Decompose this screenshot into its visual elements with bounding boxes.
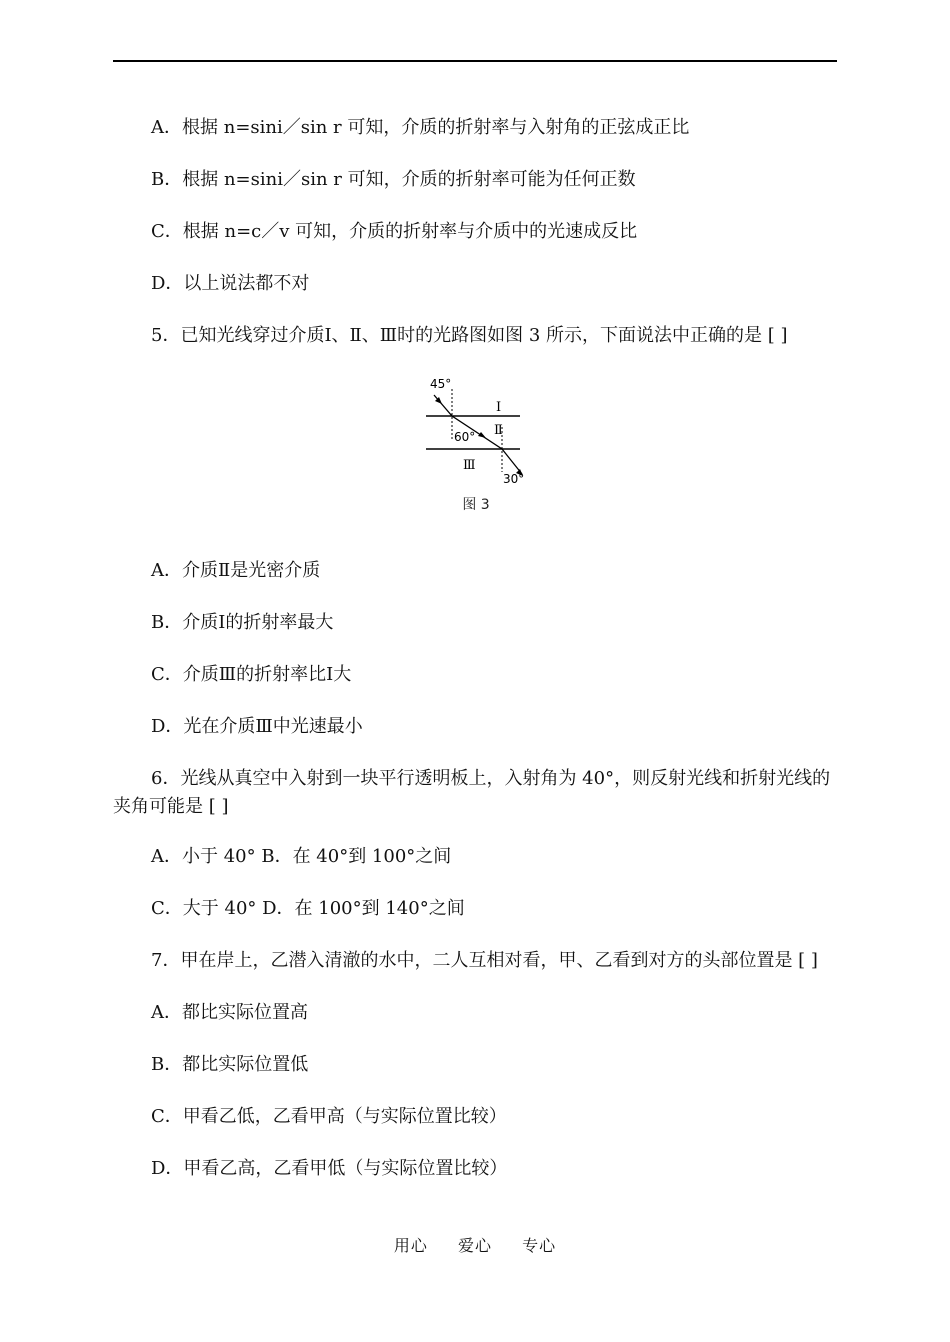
angle-60-label: 60° <box>454 430 476 444</box>
page-footer <box>0 1233 950 1256</box>
q5-option-c: C．介质Ⅲ的折射率比Ⅰ大 <box>151 664 352 685</box>
q6-options-ab: A．小于 40° B．在 40°到 100°之间 <box>151 846 452 867</box>
q5-option-a: A．介质Ⅱ是光密介质 <box>151 560 321 581</box>
footer-word-2: 爱心 <box>457 1236 492 1255</box>
q7-option-a: A．都比实际位置高 <box>151 1002 308 1023</box>
q6-question: 6．光线从真空中入射到一块平行透明板上，入射角为 40°，则反射光线和折射光线的夹角可能是 [ ] <box>113 768 831 817</box>
footer-word-1: 用心 <box>393 1236 428 1255</box>
q4-option-b: B．根据 n=sini／sin r 可知，介质的折射率可能为任何正数 <box>151 169 636 190</box>
q6-options-cd: C．大于 40° D．在 100°到 140°之间 <box>151 898 465 919</box>
q7-question: 7．甲在岸上，乙潜入清澈的水中，二人互相对看，甲、乙看到对方的头部位置是 [ ] <box>151 950 818 971</box>
q7-option-b: B．都比实际位置低 <box>151 1054 309 1075</box>
medium-ii-label: Ⅱ <box>494 423 503 438</box>
q4-option-a: A．根据 n=sini／sin r 可知，介质的折射率与入射角的正弦成正比 <box>151 117 690 138</box>
angle-45-label: 45° <box>430 377 452 391</box>
footer-word-3: 专心 <box>522 1236 557 1255</box>
header-rule <box>113 60 837 62</box>
medium-iii-label: Ⅲ <box>463 458 476 473</box>
q4-option-d: D．以上说法都不对 <box>151 273 310 294</box>
q5-question: 5．已知光线穿过介质Ⅰ、Ⅱ、Ⅲ时的光路图如图 3 所示，下面说法中正确的是 [ ] <box>151 325 788 346</box>
angle-30-label: 30° <box>503 472 525 486</box>
q7-option-c: C．甲看乙低，乙看甲高（与实际位置比较） <box>151 1106 507 1127</box>
q4-option-c: C．根据 n=c／v 可知，介质的折射率与介质中的光速成反比 <box>151 221 638 242</box>
q5-option-b: B．介质Ⅰ的折射率最大 <box>151 612 334 633</box>
figure-3-light-path <box>420 377 542 517</box>
light-ray <box>434 395 522 474</box>
q5-option-d: D．光在介质Ⅲ中光速最小 <box>151 716 363 737</box>
q7-option-d: D．甲看乙高，乙看甲低（与实际位置比较） <box>151 1158 508 1179</box>
arrow-middle <box>478 432 486 438</box>
medium-i-label: Ⅰ <box>496 400 502 415</box>
figure-caption: 图 3 <box>462 497 490 513</box>
light-path-diagram <box>420 377 542 492</box>
